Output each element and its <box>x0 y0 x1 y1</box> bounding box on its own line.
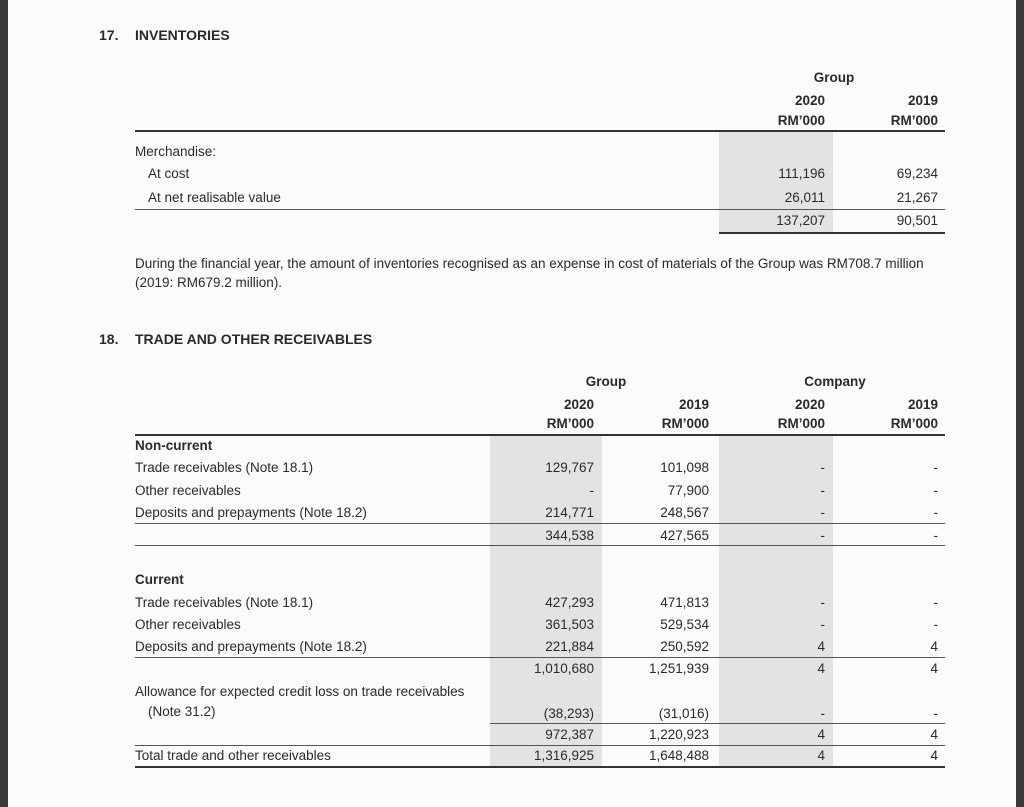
receivables-company-header: Company <box>804 374 866 389</box>
current-subtotal-cell: 4 <box>930 661 938 676</box>
table-cell: - <box>820 595 825 610</box>
grand-total-bottom-rule <box>135 766 945 768</box>
table-cell: 427,293 <box>545 595 594 610</box>
table-cell: 248,567 <box>660 505 709 520</box>
current-total-cell: 4 <box>817 727 825 742</box>
current-total-rule <box>490 723 945 724</box>
noncurrent-total-cell: 427,565 <box>660 528 709 543</box>
inventories-total-2019: 90,501 <box>896 213 938 228</box>
allowance-cell: (38,293) <box>543 706 594 721</box>
table-cell: 361,503 <box>545 617 594 632</box>
receivables-unit: RM’000 <box>661 416 709 431</box>
grand-total-cell: 1,648,488 <box>648 748 709 763</box>
section-17-number: 17. <box>99 27 119 43</box>
noncurrent-total-cell: 344,538 <box>545 528 594 543</box>
table-cell: 4 <box>930 639 938 654</box>
section-18-number: 18. <box>99 331 119 347</box>
inventories-row-value-2020: 111,196 <box>778 166 825 181</box>
table-cell: - <box>589 483 594 498</box>
noncurrent-heading: Non-current <box>135 438 213 453</box>
receivables-unit: RM’000 <box>546 416 594 431</box>
inventories-year-2020: 2020 <box>794 93 825 108</box>
section-17-title: INVENTORIES <box>135 27 230 43</box>
receivables-year: 2020 <box>794 397 825 412</box>
current-subtotal-cell: 1,251,939 <box>648 661 709 676</box>
table-row-label: Trade receivables (Note 18.1) <box>135 595 314 610</box>
table-cell: - <box>933 460 938 475</box>
table-cell: - <box>820 505 825 520</box>
table-cell: - <box>820 460 825 475</box>
inventories-group-header: Group <box>813 70 855 85</box>
allowance-label: Allowance for expected credit loss on trade receivables <box>135 684 465 699</box>
receivables-unit: RM’000 <box>777 416 825 431</box>
table-cell: - <box>933 505 938 520</box>
table-cell: 77,900 <box>667 483 709 498</box>
current-total-cell: 1,220,923 <box>648 727 709 742</box>
table-cell: - <box>820 483 825 498</box>
noncurrent-total-rule <box>135 545 945 546</box>
current-subtotal-cell: 4 <box>817 661 825 676</box>
current-subtotal-rule <box>135 657 945 658</box>
inventories-row-value-2019: 21,267 <box>896 190 938 205</box>
inventories-row-value-2020: 26,011 <box>784 190 825 205</box>
table-row-label: Other receivables <box>135 617 241 632</box>
table-row-label: Deposits and prepayments (Note 18.2) <box>135 639 367 654</box>
grand-total-cell: 4 <box>817 748 825 763</box>
allowance-cell: - <box>820 706 825 721</box>
table-row-label: Deposits and prepayments (Note 18.2) <box>135 505 367 520</box>
grand-total-top-rule <box>135 745 945 746</box>
table-row-label: Other receivables <box>135 483 241 498</box>
noncurrent-total-cell: - <box>933 528 938 543</box>
inventories-note: During the financial year, the amount of inventories recognised as an expense in cost of materials of the Group was RM708.7 million (2019: RM679.2 million). <box>135 256 924 290</box>
inventories-category: Merchandise: <box>135 144 217 159</box>
table-cell: - <box>933 617 938 632</box>
current-total-cell: 4 <box>930 727 938 742</box>
table-cell: 214,771 <box>545 505 594 520</box>
current-heading: Current <box>135 572 184 587</box>
grand-total-cell: 1,316,925 <box>533 748 594 763</box>
allowance-cell: (31,016) <box>658 706 709 721</box>
receivables-header-rule <box>135 434 945 436</box>
inventories-unit-2019: RM’000 <box>890 113 938 128</box>
table-cell: 471,813 <box>660 595 709 610</box>
table-cell: 221,884 <box>545 639 594 654</box>
receivables-year: 2019 <box>678 397 709 412</box>
current-subtotal-cell: 1,010,680 <box>533 661 594 676</box>
inventories-total-rule <box>719 232 945 234</box>
receivables-unit: RM’000 <box>890 416 938 431</box>
receivables-year: 2019 <box>907 397 938 412</box>
receivables-group-header: Group <box>585 374 627 389</box>
inventories-year-2019: 2019 <box>907 93 938 108</box>
document-page <box>8 0 1016 807</box>
table-cell: 250,592 <box>660 639 709 654</box>
allowance-label-note: (Note 31.2) <box>148 704 216 719</box>
inventories-header-rule <box>135 130 945 132</box>
inventories-row-label: At cost <box>148 166 190 181</box>
table-cell: 101,098 <box>660 460 709 475</box>
table-cell: - <box>933 483 938 498</box>
section-18-title: TRADE AND OTHER RECEIVABLES <box>135 331 373 347</box>
grand-total-cell: 4 <box>930 748 938 763</box>
table-cell: 129,767 <box>545 460 594 475</box>
inventories-row-label: At net realisable value <box>148 190 281 205</box>
inventories-subtotal-rule <box>135 209 945 210</box>
noncurrent-total-cell: - <box>820 528 825 543</box>
current-total-cell: 972,387 <box>545 727 594 742</box>
table-cell: 529,534 <box>660 617 709 632</box>
noncurrent-subtotal-rule <box>135 523 945 524</box>
table-row-label: Trade receivables (Note 18.1) <box>135 460 314 475</box>
receivables-year: 2020 <box>563 397 594 412</box>
grand-total-label: Total trade and other receivables <box>135 748 331 763</box>
allowance-cell: - <box>933 706 938 721</box>
inventories-row-value-2019: 69,234 <box>896 166 938 181</box>
table-cell: - <box>820 617 825 632</box>
table-cell: 4 <box>817 639 825 654</box>
table-cell: - <box>933 595 938 610</box>
inventories-total-2020: 137,207 <box>776 213 825 228</box>
inventories-unit-2020: RM’000 <box>777 113 825 128</box>
